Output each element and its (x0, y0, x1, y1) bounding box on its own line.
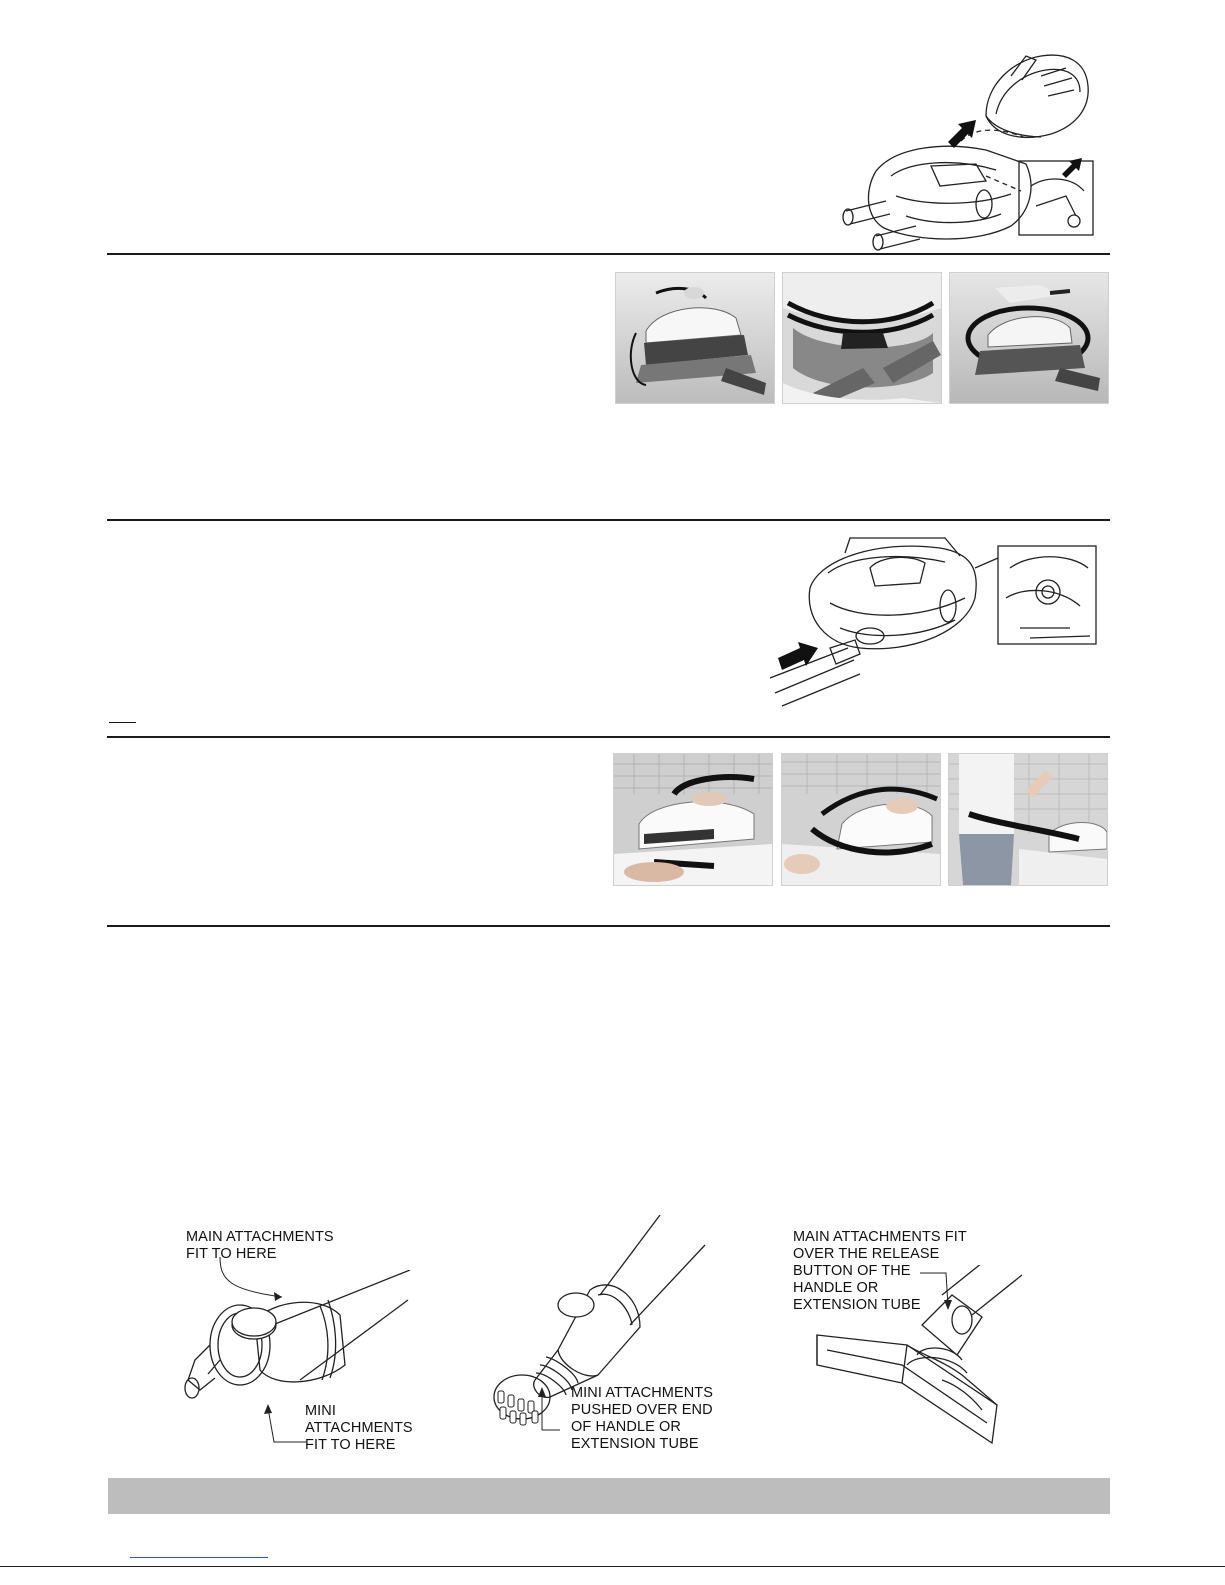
section-divider-1 (107, 253, 1110, 255)
label-mini-attach-pushed (571, 1385, 713, 1453)
label-main-attach-fit-line2: FIT TO HERE (186, 1246, 277, 1262)
footnote-mark (109, 722, 136, 723)
section-divider-4 (107, 925, 1110, 927)
label-floor-attach-fit-line4: HANDLE OR (793, 1280, 879, 1296)
label-mini-attach-fit (305, 1403, 413, 1454)
label-floor-attach-fit-line1: MAIN ATTACHMENTS FIT (793, 1229, 967, 1245)
label-mini-attach-pushed-line4: EXTENSION TUBE (571, 1436, 699, 1452)
footer-band (108, 1478, 1110, 1514)
label-mini-attach-pushed-line1: MINI ATTACHMENTS (571, 1385, 714, 1401)
label-floor-attach-fit-line5: EXTENSION TUBE (793, 1297, 921, 1313)
label-mini-attach-fit-line3: FIT TO HERE (305, 1437, 396, 1453)
label-mini-attach-pushed-line2: PUSHED OVER END (571, 1402, 713, 1418)
photo-hose-wrap-3 (949, 272, 1109, 404)
hose-connection-illustration (770, 528, 1100, 713)
leader-main-attach (200, 1255, 290, 1310)
label-mini-attach-fit-line1: MINI (305, 1403, 337, 1419)
label-mini-attach-fit-line2: ATTACHMENTS (305, 1420, 413, 1436)
photo-iron-stow-3 (948, 753, 1108, 886)
photo-iron-stow-2 (781, 753, 941, 886)
section-divider-3 (107, 736, 1110, 738)
section-divider-2 (107, 519, 1110, 521)
iron-docking-illustration (836, 46, 1108, 252)
footer-link-underline[interactable] (130, 1557, 268, 1558)
photo-iron-stow-1 (613, 753, 773, 886)
label-main-attach-fit-line1: MAIN ATTACHMENTS (186, 1229, 334, 1245)
page-bottom-rule (0, 1566, 1225, 1567)
label-floor-attach-fit-line3: BUTTON OF THE (793, 1263, 911, 1279)
label-main-attach-fit (186, 1229, 334, 1263)
label-mini-attach-pushed-line3: OF HANDLE OR (571, 1419, 681, 1435)
label-floor-attach-fit-line2: OVER THE RELEASE (793, 1246, 940, 1262)
photo-hose-wrap-2 (782, 272, 942, 404)
label-floor-attach-fit (793, 1229, 967, 1314)
photo-hose-wrap-1 (615, 272, 775, 404)
